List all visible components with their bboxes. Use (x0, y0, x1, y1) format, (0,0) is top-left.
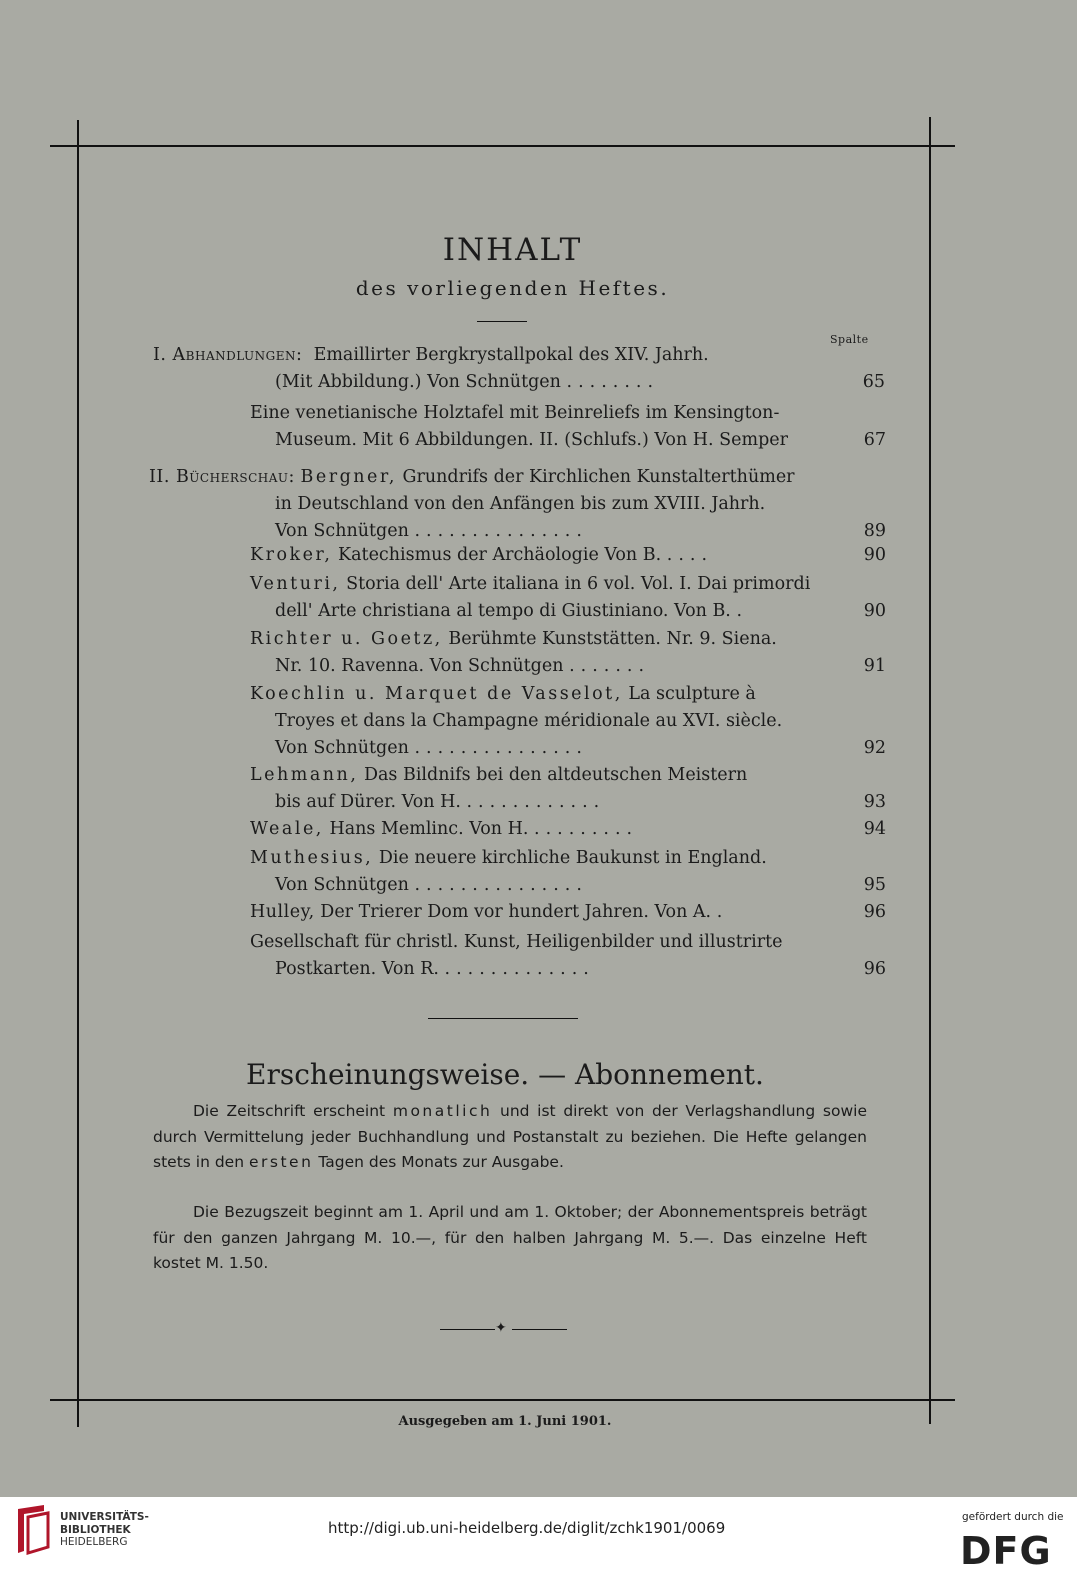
library-name-line: BIBLIOTHEK (60, 1523, 131, 1536)
page-number: 96 (863, 959, 886, 979)
page-number: 65 (862, 372, 885, 392)
paragraph-text: Tagen des Monats zur Ausgabe. (318, 1153, 564, 1171)
toc-entry: Kroker, Katechismus der Archäologie Von B. .... 90 (250, 542, 713, 569)
entry-text: (Mit Abbildung.) Von Schnütgen (275, 372, 561, 392)
page-number: 89 (863, 521, 886, 541)
entry-text: Das Bildnifs bei den altdeutschen Meistern (363, 765, 748, 785)
entry-text: Postkarten. Von R. (275, 959, 439, 979)
page-number: 96 (863, 902, 886, 922)
entry-text: Gesellschaft für christl. Kunst, Heiligenbilder und illustrirte (250, 932, 783, 952)
entry-text: Von Schnütgen (275, 875, 409, 895)
toc-entry: Gesellschaft für christl. Kunst, Heiligenbilder und illustrirte Postkarten. Von R. ............. 96 (250, 929, 782, 983)
entry-author: Weale, (250, 819, 324, 839)
library-name-line: HEIDELBERG (60, 1536, 128, 1548)
entry-text: Die neuere kirchliche Baukunst in England. (378, 848, 767, 868)
entry-author: Hulley, (250, 902, 315, 922)
toc-entry: Hulley, Der Trierer Dom vor hundert Jahren. Von A. . 96 (250, 899, 728, 926)
toc-entry (250, 400, 886, 454)
frame-bottom-rule (50, 1399, 955, 1401)
library-name-line: UNIVERSITÄTS- (60, 1511, 149, 1523)
paragraph-emphasis: monatlich (392, 1102, 493, 1120)
entry-author: Bergner, (300, 467, 397, 487)
entry-text: Von Schnütgen (275, 521, 409, 541)
ornament-icon: ✦ (495, 1320, 507, 1336)
title-divider (477, 321, 527, 322)
frame-top-rule (50, 145, 955, 147)
paragraph-emphasis: ersten (248, 1153, 314, 1171)
page-number: 94 (863, 819, 886, 839)
entry-text: Berühmte Kunststätten. Nr. 9. Siena. (448, 629, 777, 649)
entry-text: Katechismus der Archäologie Von B. (338, 545, 662, 565)
toc-entry: Lehmann, Das Bildnifs bei den altdeutschen Meistern bis auf Dürer. Von H. ............ 93 (250, 762, 747, 816)
entry-author: Richter u. Goetz, (250, 629, 443, 649)
entry-text: Hans Memlinc. Von H. (329, 819, 529, 839)
page-number: 90 (863, 601, 886, 621)
paragraph-text: Die Zeitschrift erscheint (193, 1102, 386, 1120)
entry-text: Von Schnütgen (275, 738, 409, 758)
entry-text: La sculpture à (628, 684, 756, 704)
entry-text: in Deutschland von den Anfängen bis zum XVIII. Jahrh. (275, 494, 766, 514)
page-number: 67 (863, 430, 886, 450)
column-label: Spalte (830, 333, 869, 346)
sponsor-label: gefördert durch die (962, 1511, 1064, 1523)
ornament-right (512, 1329, 567, 1330)
frame-left-rule (77, 120, 79, 1427)
paragraph-text: und ist direkt von der Verlagshandlung sowie durch Vermittelung jeder Buchhandlung und Postanstalt zu beziehen. Die Hefte gelangen stets in den (153, 1102, 867, 1171)
entry-text: Der Trierer Dom vor hundert Jahren. Von A. (320, 902, 712, 922)
entry-author: Kroker, (250, 545, 333, 565)
footer-bar (0, 1497, 1077, 1588)
toc-entry: Richter u. Goetz, Berühmte Kunststätten. Nr. 9. Siena. Nr. 10. Ravenna. Von Schnütgen ....... 91 (250, 626, 777, 680)
entry-text: bis auf Dürer. Von H. (275, 792, 461, 812)
entry-author: Lehmann, (250, 765, 359, 785)
page-number: 93 (863, 792, 886, 812)
subscription-paragraph-2: Die Bezugszeit beginnt am 1. April und am 1. Oktober; der Abonnementspreis beträgt für den ganzen Jahrgang M. 10.—, für den halben Jahrgang M. 5.—. Das einzelne Heft kostet M. 1.50. (153, 1203, 867, 1272)
section-divider (428, 1018, 578, 1019)
source-url-link[interactable]: http://digi.ub.uni-heidelberg.de/diglit/zchk1901/0069 (328, 1519, 726, 1537)
entry-author: Muthesius, (250, 848, 374, 868)
entry-author: Koechlin u. Marquet de Vasselot, (250, 684, 623, 704)
library-name (60, 1511, 149, 1549)
entry-text: Emaillirter Bergkrystallpokal des XIV. Jahrh. (313, 345, 709, 365)
library-logo-icon (12, 1501, 54, 1559)
entry-text: Storia dell' Arte italiana in 6 vol. Vol. I. Dai primordi (346, 574, 811, 594)
entry-text: Grundrifs der Kirchlichen Kunstalterthümer (402, 467, 795, 487)
frame-right-rule (929, 117, 931, 1424)
entry-text: Nr. 10. Ravenna. Von Schnütgen (275, 656, 564, 676)
page-title: INHALT (442, 232, 583, 268)
issue-note: Ausgegeben am 1. Juni 1901. (398, 1414, 612, 1429)
toc-entry: Koechlin u. Marquet de Vasselot, La sculpture à Troyes et dans la Champagne méridionale au XVI. siècle. Von Schnütgen ............... 92 (250, 681, 782, 762)
page-subtitle: des vorliegenden Heftes. (355, 276, 670, 300)
entry-text: dell' Arte christiana al tempo di Giustiniano. Von B. (275, 601, 731, 621)
entry-text: Eine venetianische Holztafel mit Beinreliefs im Kensington- (250, 403, 780, 423)
dfg-logo: DFG (960, 1529, 1052, 1573)
page-number: 92 (863, 738, 886, 758)
toc-entry: I. Abhandlungen: Emaillirter Bergkrystallpokal des XIV. Jahrh. (Mit Abbildung.) Von Schnütgen ........ 65 (153, 342, 709, 396)
entry-text: Troyes et dans la Champagne méridionale au XVI. siècle. (275, 711, 783, 731)
entry-author: Venturi, (250, 574, 341, 594)
ornament-left (440, 1329, 495, 1330)
section-label: II. Bücherschau: (149, 467, 295, 487)
toc-entry: Muthesius, Die neuere kirchliche Baukunst in England. Von Schnütgen ............... 95 (250, 845, 767, 899)
toc-entry: Venturi, Storia dell' Arte italiana in 6 vol. Vol. I. Dai primordi dell' Arte christiana al tempo di Giustiniano. Von B. . 90 (250, 571, 810, 625)
page-number: 91 (863, 656, 886, 676)
toc-entry: Weale, Hans Memlinc. Von H. ......... 94 (250, 816, 638, 843)
subscription-heading: Erscheinungsweise. — Abonnement. (246, 1058, 764, 1091)
section-label: I. Abhandlungen: (153, 345, 303, 365)
subscription-paragraph-1 (153, 1099, 867, 1176)
entry-text: Museum. Mit 6 Abbildungen. II. (Schlufs.) Von H. Semper (275, 430, 789, 450)
toc-entry: II. Bücherschau: Bergner, Grundrifs der Kirchlichen Kunstalterthümer in Deutschland von den Anfängen bis zum XVIII. Jahrh. Von Schnütgen ............... 89 (149, 464, 795, 545)
page-number: 95 (863, 875, 886, 895)
page-number: 90 (863, 545, 886, 565)
